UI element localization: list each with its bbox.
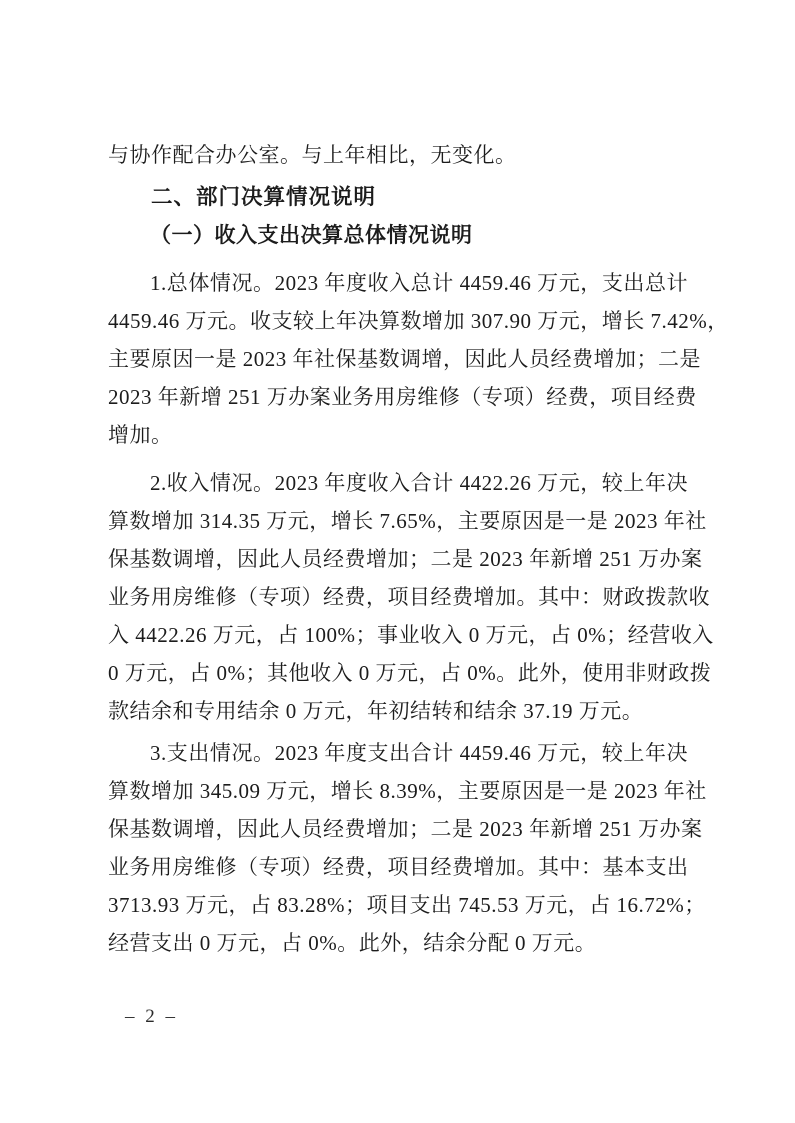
body-text-line: 0 万元，占 0%；其他收入 0 万元，占 0%。此外，使用非财政拨: [108, 661, 712, 685]
body-text-line: 入 4422.26 万元，占 100%；事业收入 0 万元，占 0%；经营收入: [108, 623, 714, 647]
body-text-line: 算数增加 314.35 万元，增长 7.65%，主要原因是一是 2023 年社: [108, 509, 707, 533]
body-text-line: 算数增加 345.09 万元，增长 8.39%，主要原因是一是 2023 年社: [108, 779, 707, 803]
document-body: [108, 136, 729, 962]
page-number: – 2 –: [125, 1006, 178, 1027]
paragraph-income-situation: [108, 464, 714, 730]
body-text-line: 主要原因一是 2023 年社保基数调增，因此人员经费增加；二是: [108, 347, 701, 371]
body-text-line: 经营支出 0 万元，占 0%。此外，结余分配 0 万元。: [108, 931, 597, 955]
body-text-line: 保基数调增，因此人员经费增加；二是 2023 年新增 251 万办案: [108, 547, 703, 571]
body-text-line: 增加。: [108, 423, 173, 447]
body-text-line: 2.收入情况。2023 年度收入合计 4422.26 万元，较上年决: [150, 471, 688, 495]
body-text-line: 3.支出情况。2023 年度支出合计 4459.46 万元，较上年决: [150, 741, 688, 765]
body-text-line: 业务用房维修（专项）经费，项目经费增加。其中：基本支出: [108, 855, 689, 879]
body-text-line: 3713.93 万元，占 83.28%；项目支出 745.53 万元，占 16.72%；: [108, 893, 706, 917]
body-text-line: 保基数调增，因此人员经费增加；二是 2023 年新增 251 万办案: [108, 817, 703, 841]
paragraph-overall-situation: [108, 264, 729, 454]
body-text-line: 4459.46 万元。收支较上年决算数增加 307.90 万元，增长 7.42%，: [108, 309, 729, 333]
body-text-line: 1.总体情况。2023 年度收入总计 4459.46 万元，支出总计: [150, 271, 688, 295]
paragraph-expenditure-situation: [108, 734, 707, 962]
section-heading: 二、部门决算情况说明: [151, 185, 377, 209]
body-text-line: 2023 年新增 251 万办案业务用房维修（专项）经费，项目经费: [108, 385, 697, 409]
body-text-line: 业务用房维修（专项）经费，项目经费增加。其中：财政拨款收: [108, 585, 710, 609]
body-text-line: 款结余和专用结余 0 万元，年初结转和结余 37.19 万元。: [108, 699, 644, 723]
subsection-heading: （一）收入支出决算总体情况说明: [150, 223, 473, 247]
carryover-text-line: 与协作配合办公室。与上年相比，无变化。: [108, 143, 517, 167]
